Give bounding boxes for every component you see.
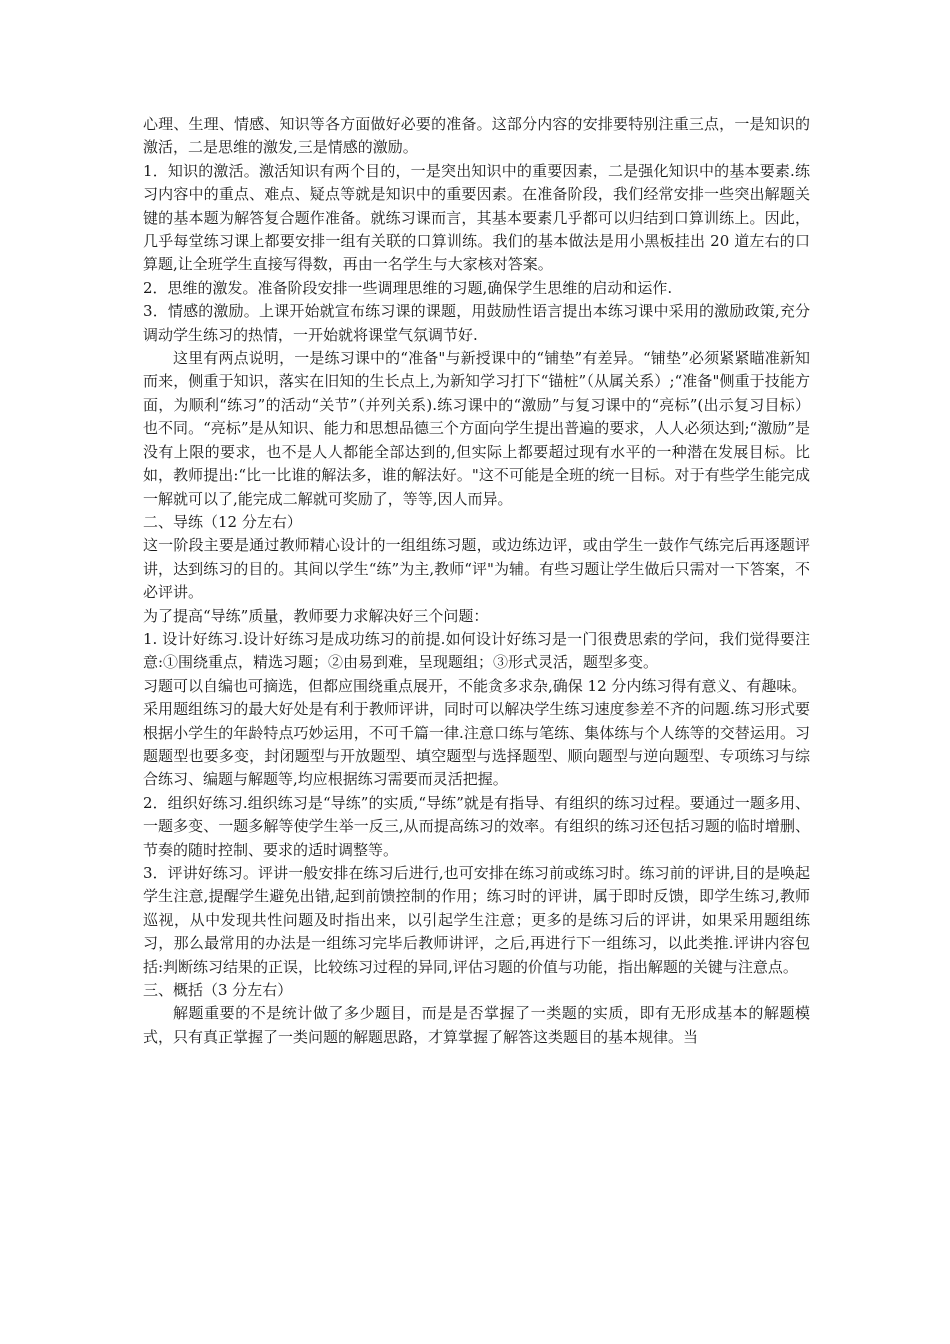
paragraph: 采用题组练习的最大好处是有利于教师评讲，同时可以解决学生练习速度参差不齐的问题.练习形式要根据小学生的年龄特点巧妙运用，不可千篇一律.注意口练与笔练、集体练与个人练等的交替运用。习题题型也要多变，封闭题型与开放题型、填空题型与选择题型、顺向题型与逆向题型、专项练习与综合练习、编题与解题等,均应根据练习需要而灵活把握。 [143, 700, 810, 789]
paragraph: 心理、生理、情感、知识等各方面做好必要的准备。这部分内容的安排要特别注重三点，一是知识的激活，二是思维的激发,三是情感的激励。 [143, 115, 810, 157]
paragraph: 为了提高“导练”质量，教师要力求解决好三个问题： [143, 606, 489, 625]
section-heading: 二、导练（12 分左右） [143, 512, 302, 531]
paragraph: 2．思维的激发。准备阶段安排一些调理思维的习题,确保学生思维的启动和运作. [143, 278, 673, 297]
paragraph: 2．组织好练习.组织练习是“导练”的实质,“导练”就是有指导、有组织的练习过程。要通过一题多用、一题多变、一题多解等使学生举一反三,从而提高练习的效率。有组织的练习还包括习题的临时增删、节奏的随时控制、要求的适时调整等。 [143, 793, 810, 859]
paragraph: 这一阶段主要是通过教师精心设计的一组组练习题，或边练边评，或由学生一鼓作气练完后再逐题评讲，达到练习的目的。其间以学生“练”为主,教师“评"为辅。有些习题让学生做后只需对一下答案，不必评讲。 [143, 536, 810, 602]
paragraph: 习题可以自编也可摘选，但都应围绕重点展开，不能贪多求杂,确保 12 分内练习得有意义、有趣味。 [143, 676, 807, 695]
section-heading: 三、概括（3 分左右） [143, 981, 293, 1000]
paragraph: 解题重要的不是统计做了多少题目，而是是否掌握了一类题的实质，即有无形成基本的解题模式，只有真正掌握了一类问题的解题思路，才算掌握了解答这类题目的基本规律。当 [143, 1004, 810, 1046]
paragraph: 1. 设计好练习.设计好练习是成功练习的前提.如何设计好练习是一门很费思索的学问，我们觉得要注意:①围绕重点，精选习题；②由易到难，呈现题组；③形式灵活，题型多变。 [143, 629, 810, 672]
paragraph: 3．评讲好练习。评讲一般安排在练习后进行,也可安排在练习前或练习时。练习前的评讲,目的是唤起学生注意,提醒学生避免出错,起到前馈控制的作用；练习时的评讲，属于即时反馈，即学生练习,教师巡视，从中发现共性问题及时指出来，以引起学生注意；更多的是练习后的评讲，如果采用题组练习，那么最常用的办法是一组练习完毕后教师讲评，之后,再进行下一组练习，以此类推.评讲内容包括:判断练习结果的正误，比较练习过程的异同,评估习题的价值与功能，指出解题的关键与注意点。 [143, 864, 810, 976]
document-body [143, 113, 810, 1049]
paragraph: 1．知识的激活。激活知识有两个目的，一是突出知识中的重要因素，二是强化知识中的基本要素.练习内容中的重点、难点、疑点等就是知识中的重要因素。在准备阶段，我们经常安排一些突出解题关键的基本题为解答复合题作准备。就练习课而言，其基本要素几乎都可以归结到口算训练上。因此，几乎每堂练习课上都要安排一组有关联的口算训练。我们的基本做法是用小黑板挂出 20 道左右的口算题,让全班学生直接写得数，再由一名学生与大家核对答案。 [143, 161, 810, 274]
paragraph: 3．情感的激励。上课开始就宣布练习课的课题，用鼓励性语言提出本练习课中采用的激励政策,充分调动学生练习的热情，一开始就将课堂气氛调节好. [143, 302, 810, 344]
paragraph: 这里有两点说明，一是练习课中的“准备"与新授课中的“铺垫”有差异。“铺垫”必须紧紧瞄准新知而来，侧重于知识，落实在旧知的生长点上,为新知学习打下“锚桩”（从属关系）;“准备"侧重于技能方面，为顺利“练习”的活动“关节”（并列关系).练习课中的“激励”与复习课中的“亮标”(出示复习目标）也不同。“亮标”是从知识、能力和思想品德三个方面向学生提出普遍的要求，人人必须达到;“激励”是没有上限的要求，也不是人人都能全部达到的,但实际上都要超过现有水平的一种潜在发展目标。比如，教师提出:“比一比谁的解法多，谁的解法好。"这不可能是全班的统一目标。对于有些学生能完成一解就可以了,能完成二解就可奖励了，等等,因人而异。 [143, 349, 810, 508]
